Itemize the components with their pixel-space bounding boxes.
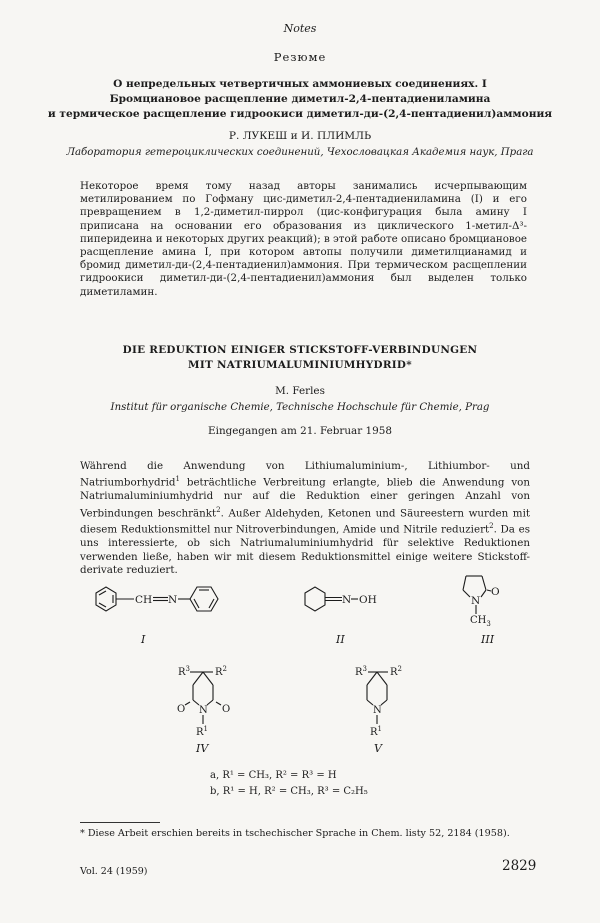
s1-n-label: N [168, 594, 178, 606]
russian-authors: Р. ЛУКЕШ и И. ПЛИМЛЬ [228, 130, 372, 142]
iv-o-left-label: O [177, 704, 186, 715]
label-i: I [141, 633, 146, 646]
s3-n-label: N [471, 595, 481, 607]
v-r3-text: R [355, 667, 363, 678]
iv-r3-label [178, 665, 190, 678]
iv-o-right-label: O [222, 704, 231, 715]
v-r1-sup: 1 [377, 725, 382, 733]
russian-title-line-1: О непредельных четвертичных аммониевых соединениях. I [113, 78, 487, 90]
page-number: 2829 [502, 858, 537, 874]
v-r1-label [370, 725, 382, 738]
label-ii: II [336, 633, 345, 646]
article-title-line-1: DIE REDUKTION EINIGER STICKSTOFF-VERBINDUNGEN [122, 344, 478, 356]
s2-n-label: N [342, 594, 352, 606]
footnote: * Diese Arbeit erschien bereits in tschechischer Sprache in Chem. listy 52, 2184 (1958). [80, 828, 510, 839]
article-author: M. Ferles [275, 385, 325, 397]
russian-title-line-2: Бромциановое расщепление диметил-2,4-пентадиениламина [109, 93, 491, 105]
footnote-rule [80, 822, 160, 823]
legend-b: b, R¹ = H, R² = CH₃, R³ = C₂H₅ [210, 786, 368, 797]
v-r1-text: R [370, 727, 378, 738]
s3-o-label: O [491, 586, 500, 598]
v-r2-text: R [390, 667, 398, 678]
v-r2-sup: 2 [397, 665, 402, 673]
volume-info: Vol. 24 (1959) [80, 866, 148, 877]
v-n-label: N [373, 705, 382, 716]
abstract-text-4: . Da es uns interessierte, ob sich Natriumaluminiumhydrid für selektive Reduktionen verwenden ließe, haben wir mit diesem Reduktionsmittel einige weitere Stickstoff-derivate reduziert. [80, 523, 530, 577]
abstract-text-2: beträchtliche Verbreitung erlangte, blieb die Anwendung von Natriumaluminiumhydrid nur auf die Reduktion einer geringen Anzahl von Verbindungen beschränkt [80, 476, 530, 520]
structure-iv-drawing [185, 672, 221, 724]
resume-title: Резюме [273, 50, 327, 64]
v-r2-label [390, 665, 402, 678]
russian-abstract: Некоторое время тому назад авторы занимались исчерпывающим метилированием по Гофману цис-диметил-2,4-пентадиениламина (I) и его превращением в 1,2-диметил-пиррол (цис-конфигурация была амину I приписана на основании его образования из циклического 1-метил-Δ³-пиперидеина и некоторых других реакций); в этой работе описано бромциановое расщепление амина I, при котором автопы получили диметилцианамид и бромид диметил-ди-(2,4-пентадиенил)аммония. При термическом расщеплении гидроокиси диметил-ди-(2,4-пентадиенил)аммония был выделен только диметиламин. [80, 180, 527, 298]
label-iv: IV [196, 742, 209, 755]
iv-r1-label [196, 725, 208, 738]
article-title-line-2: MIT NATRIUMALUMINIUMHYDRID* [188, 359, 412, 371]
reference-mark-1: 1 [175, 475, 180, 484]
iv-r2-label [215, 665, 227, 678]
iv-r3-sup: 3 [185, 665, 190, 673]
received-date: Eingegangen am 21. Februar 1958 [208, 425, 392, 437]
label-iii: III [481, 633, 495, 646]
article-title [0, 343, 600, 373]
legend-a: a, R¹ = CH₃, R² = R³ = H [210, 770, 337, 781]
label-v: V [374, 742, 382, 755]
v-r3-sup: 3 [362, 665, 367, 673]
structure-v-drawing [367, 672, 388, 724]
russian-title [0, 77, 600, 122]
abstract-text-1: Während die Anwendung von Lithiumaluminium-, Lithiumbor- und Natriumborhydrid [80, 460, 530, 489]
s3-ch3-label [470, 615, 491, 628]
abstract-text-3: . Außer Aldehyden, Ketonen und Säureestern wurden mit diesem Reduktionsmittel nur Nitroverbindungen, Amide und Nitrile reduziert [80, 507, 530, 536]
chemical-structures [0, 560, 600, 810]
russian-affiliation: Лаборатория гетероциклических соединений, Чехословацкая Академия наук, Прага [66, 147, 534, 158]
reference-mark-3: 2 [489, 522, 494, 531]
iv-n-label: N [199, 705, 208, 716]
iv-r2-text: R [215, 667, 223, 678]
iv-r3-text: R [178, 667, 186, 678]
russian-title-line-3: и термическое расщепление гидроокиси диметил-ди-(2,4-пентадиенил)аммония [47, 108, 553, 120]
reference-mark-2: 2 [216, 505, 221, 514]
iv-r1-text: R [196, 727, 204, 738]
structure-i-drawing [96, 587, 218, 611]
s2-oh-label: OH [359, 594, 377, 606]
article-affiliation: Institut für organische Chemie, Technische Hochschule für Chemie, Prag [110, 402, 490, 413]
s3-ch3-sub: 3 [486, 620, 491, 628]
s3-ch3-text: CH [470, 615, 487, 626]
running-head: Notes [283, 22, 317, 35]
s1-ch-label: CH [135, 594, 153, 606]
iv-r1-sup: 1 [203, 725, 208, 733]
v-r3-label [355, 665, 367, 678]
iv-r2-sup: 2 [222, 665, 227, 673]
